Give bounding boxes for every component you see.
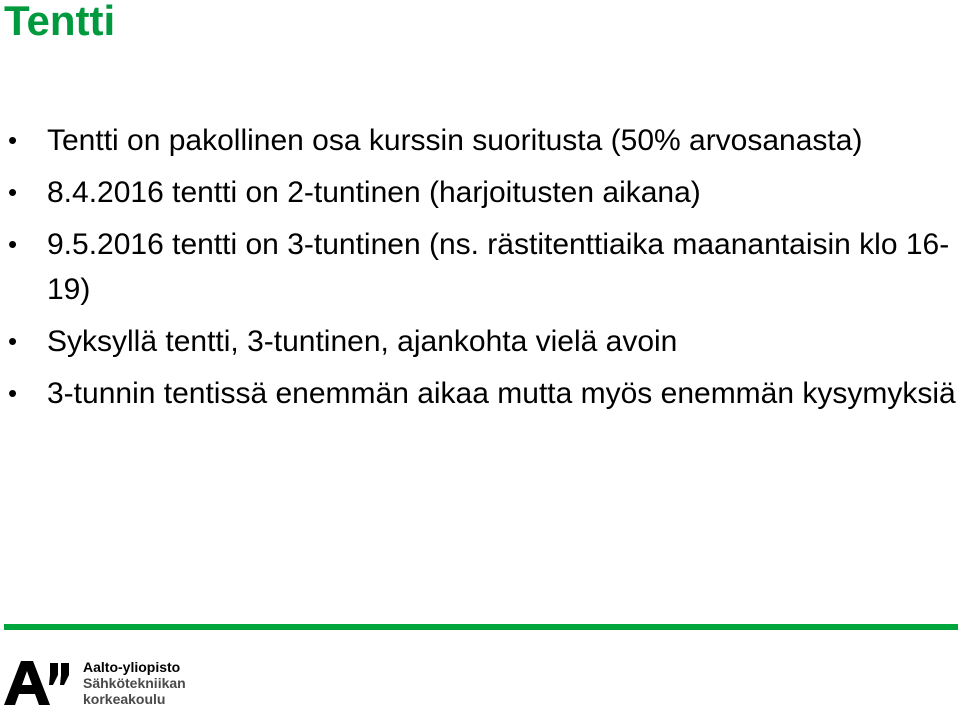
logo-text <box>83 659 186 707</box>
aalto-logo <box>4 655 204 707</box>
bullet-text: 3-tunnin tentissä enemmän aikaa mutta myös enemmän kysymyksiä <box>47 377 956 410</box>
bullet-dot: • <box>8 229 18 259</box>
slide-title: Tentti <box>4 0 116 44</box>
aalto-a-logo-icon <box>4 655 74 707</box>
bullet-item <box>0 118 960 163</box>
bullet-dot: • <box>8 177 18 207</box>
bullet-list <box>0 118 960 423</box>
bullet-item <box>0 222 960 312</box>
bullet-text: Syksyllä tentti, 3-tuntinen, ajankohta vielä avoin <box>47 325 678 358</box>
bullet-item <box>0 170 960 215</box>
bullet-item <box>0 371 960 416</box>
bullet-text: 8.4.2016 tentti on 2-tuntinen (harjoitusten aikana) <box>47 176 701 209</box>
logo-line-university: Aalto-yliopisto <box>83 659 181 675</box>
bullet-text: 9.5.2016 tentti on 3-tuntinen (ns. rästitenttiaika maanantaisin klo 16-19) <box>47 228 950 306</box>
bullet-item <box>0 319 960 364</box>
logo-line-school-2: korkeakoulu <box>83 691 166 707</box>
bullet-dot: • <box>8 378 18 408</box>
bullet-dot: • <box>8 125 18 155</box>
bullet-text: Tentti on pakollinen osa kurssin suoritusta (50% arvosanasta) <box>47 124 863 157</box>
logo-line-school: Sähkötekniikan <box>83 675 186 691</box>
bullet-dot: • <box>8 326 18 356</box>
footer-divider <box>4 624 958 630</box>
